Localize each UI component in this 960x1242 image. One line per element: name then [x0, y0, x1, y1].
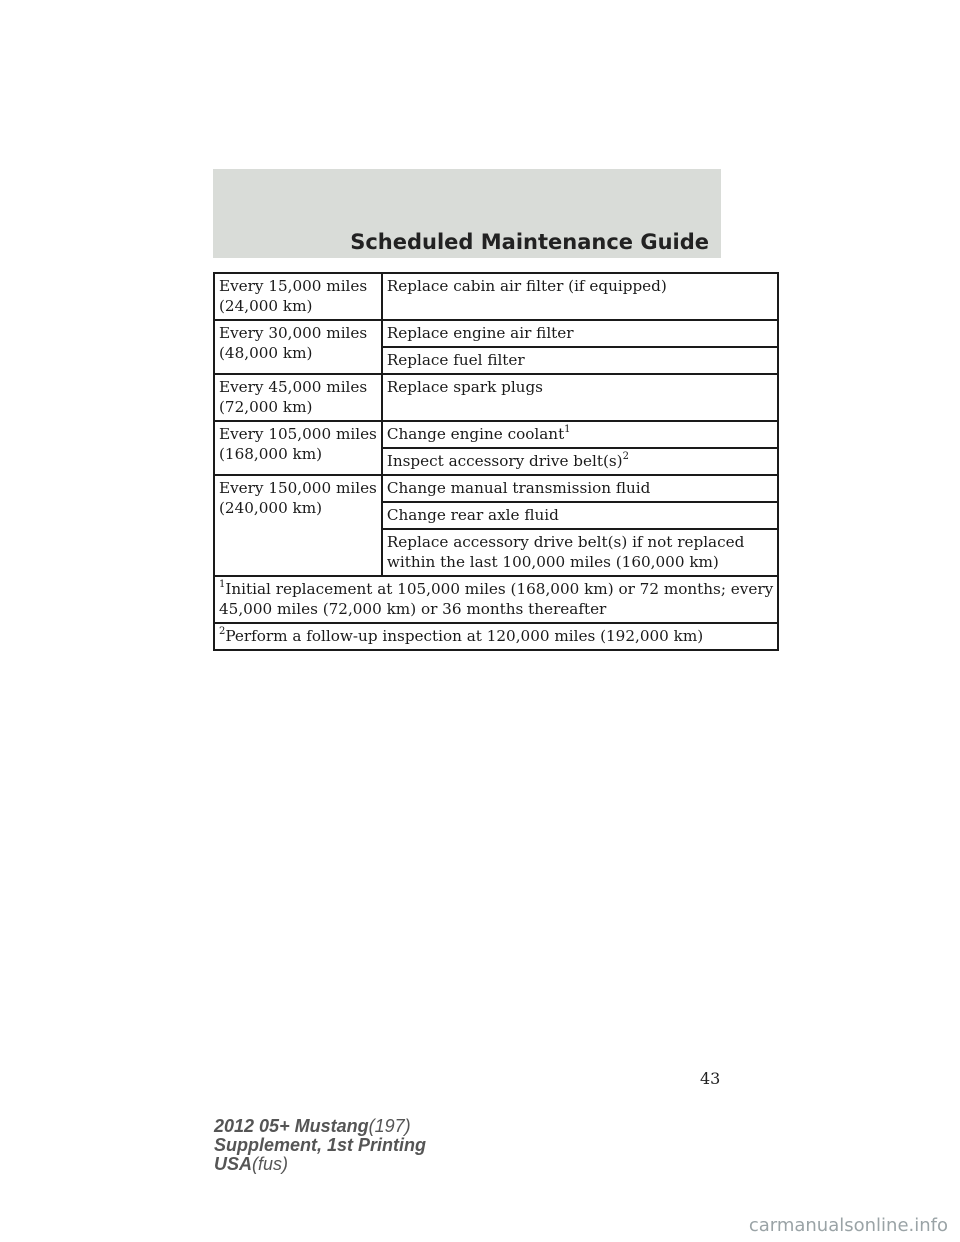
- interval-cell: [214, 475, 382, 576]
- table-row: [214, 421, 778, 448]
- interval-cell: [214, 273, 382, 320]
- footnote-text-line: 45,000 miles (72,000 km) or 36 months thereafter: [219, 600, 607, 618]
- task-text-line: Replace accessory drive belt(s) if not replaced: [386, 533, 745, 551]
- task-text: Replace spark plugs: [386, 378, 543, 396]
- imprint-line: [214, 1136, 426, 1155]
- imprint-code: (197): [368, 1116, 411, 1136]
- task-cell: [382, 529, 778, 576]
- task-cell: [382, 320, 778, 347]
- task-text: Change engine coolant: [386, 425, 565, 443]
- interval-km: (240,000 km): [219, 499, 323, 517]
- footnote-marker: 2: [219, 625, 226, 637]
- interval-cell: [214, 421, 382, 475]
- footnote-cell: [214, 576, 778, 623]
- section-title: Scheduled Maintenance Guide: [350, 230, 709, 254]
- table-row: [214, 374, 778, 421]
- task-cell: [382, 347, 778, 374]
- maintenance-schedule-table: [213, 272, 779, 651]
- table-row: [214, 475, 778, 502]
- imprint-market: USA: [214, 1154, 253, 1174]
- footnote-ref: 1: [564, 423, 571, 435]
- site-watermark: carmanualsonline.info: [748, 1215, 948, 1236]
- imprint-market-code: (fus): [252, 1154, 289, 1174]
- interval-miles: Every 150,000 miles: [219, 479, 377, 497]
- task-text: Change rear axle fluid: [386, 506, 559, 524]
- interval-miles: Every 30,000 miles: [219, 324, 368, 342]
- interval-cell: [214, 320, 382, 374]
- footnote-cell: [214, 623, 778, 650]
- task-text: Inspect accessory drive belt(s): [386, 452, 623, 470]
- task-cell: [382, 502, 778, 529]
- interval-cell: [214, 374, 382, 421]
- interval-km: (72,000 km): [219, 398, 313, 416]
- table-row: [214, 273, 778, 320]
- task-cell: [382, 421, 778, 448]
- imprint-line: [214, 1117, 426, 1136]
- task-cell: [382, 374, 778, 421]
- table-row: [214, 320, 778, 347]
- task-text-line: within the last 100,000 miles (160,000 km): [386, 553, 719, 571]
- interval-miles: Every 15,000 miles: [219, 277, 368, 295]
- interval-miles: Every 45,000 miles: [219, 378, 368, 396]
- print-imprint: [214, 1117, 426, 1174]
- task-text: Change manual transmission fluid: [386, 479, 651, 497]
- page-number: 43: [700, 1069, 721, 1088]
- imprint-edition: Supplement, 1st Printing: [214, 1135, 427, 1155]
- interval-km: (24,000 km): [219, 297, 313, 315]
- footnote-row: [214, 623, 778, 650]
- task-text: Replace fuel filter: [386, 351, 525, 369]
- section-header-band: [213, 169, 721, 258]
- task-cell: [382, 448, 778, 475]
- interval-km: (168,000 km): [219, 445, 323, 463]
- footnote-marker: 1: [219, 578, 226, 590]
- imprint-model: 2012 05+ Mustang: [214, 1116, 369, 1136]
- footnote-text-line: Initial replacement at 105,000 miles (168,000 km) or 72 months; every: [225, 580, 774, 598]
- footnote-ref: 2: [622, 450, 629, 462]
- imprint-line: [214, 1155, 426, 1174]
- interval-km: (48,000 km): [219, 344, 313, 362]
- footnote-row: [214, 576, 778, 623]
- task-cell: [382, 475, 778, 502]
- interval-miles: Every 105,000 miles: [219, 425, 377, 443]
- footnote-text-line: Perform a follow-up inspection at 120,000 miles (192,000 km): [225, 627, 704, 645]
- task-text: Replace cabin air filter (if equipped): [386, 277, 667, 295]
- task-text: Replace engine air filter: [386, 324, 574, 342]
- task-cell: [382, 273, 778, 320]
